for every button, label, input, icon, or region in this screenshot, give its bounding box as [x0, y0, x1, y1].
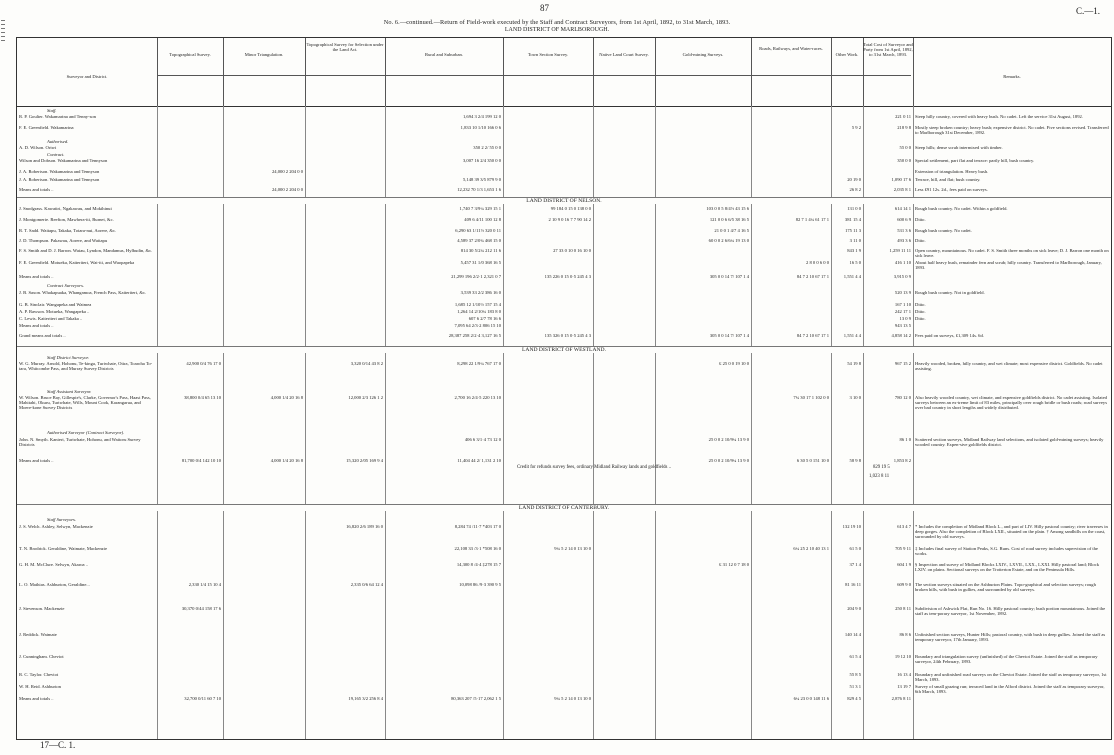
- cell-rural: 409 6 4/11 100 12 8: [464, 217, 501, 222]
- cell-town: 99 184 0 15 0 138 0 0: [550, 206, 591, 211]
- cell-town: 135 226 0 15 0·5 245 4 3: [544, 274, 591, 279]
- cell-topo: 42,900 0/4 76 17 0: [186, 361, 221, 366]
- table-row: [17, 632, 1111, 654]
- cell-name: T. N. Brodrick. Geraldine, Waimate, Mackenzie: [19, 546, 107, 551]
- header-rural-suburban: Rural and Suburban.: [385, 38, 504, 106]
- cell-remarks: Boundary and unfinished road surveys on the Cheviot Estate. Joined the staff as temporary surveyor, 1st March, 1893.: [915, 672, 1107, 683]
- section-label: [17, 283, 1111, 290]
- cell-total: 531 3 6: [897, 228, 911, 233]
- cell-total: 19 12 10: [894, 654, 911, 659]
- cell-name: W. G. Murray. Arnold, Hohonu, Te-kinga, Turiwhate, Otira, Toaroha To-tara, Whitcombe Pass, and Murray Survey Districts: [19, 361, 153, 372]
- cell-name: Means and totals ..: [19, 458, 54, 463]
- cell-remarks: About half heavy bush, remainder fern and scrub; hilly country. Transferred to Marlborough, January, 1893.: [915, 260, 1102, 271]
- cell-rural: 8,298 22 1/9¼ 767 17 0: [457, 361, 501, 366]
- cell-name: Wilson and Dobson. Wakamarina and Tennyson: [19, 158, 108, 163]
- cell-roads: 82 7 1 4¼ 61 17 1: [795, 217, 829, 222]
- table-row: [17, 323, 1111, 333]
- cell-remarks: Rough bush country. No cadet. Within a goldfield.: [915, 206, 1008, 211]
- cell-total: 613 4 7: [897, 524, 911, 529]
- cell-remarks: Extension of triangulation. Heavy bush.: [915, 169, 989, 174]
- cell-other: 37 1 4: [849, 562, 861, 567]
- cell-total: 1,259 11 11: [889, 248, 911, 253]
- cell-rural: 3,007 16 2/4 350 0 0: [462, 158, 501, 163]
- cell-topo: 2,330 1/4 15 10 4: [188, 582, 221, 587]
- cell-name: C. Lewis. Kaiteriteri and Takaka ..: [19, 316, 83, 321]
- cell-other: 61 5 4: [849, 654, 861, 659]
- cell-other: 55 8 5: [849, 672, 861, 677]
- cell-other: 51 3 1: [849, 684, 861, 689]
- cell-other: 131 0 0: [847, 206, 861, 211]
- cell-total: 221 0 11: [895, 114, 911, 119]
- table-row: [17, 458, 1111, 465]
- cell-rural: 1,694 3 2/4 199 12 0: [462, 114, 501, 119]
- header-topo-selection: Topographical Survey for Selection under the Land Act.: [305, 38, 386, 106]
- cell-remarks: Ditto.: [915, 309, 926, 314]
- cell-topo-sel: 3,320 0/14 43 8 2: [350, 361, 383, 366]
- cell-topo-sel: 16,820 2/6 189 16 0: [346, 524, 383, 529]
- cell-roads: 6¼ 23 0 0 148 11 6: [793, 696, 829, 701]
- cell-rural: 1,740 7 3/9¼ 329 15 1: [459, 206, 501, 211]
- district-heading: LAND DISTRICT OF WESTLAND.: [17, 347, 1111, 353]
- cell-topo-sel: 15,320 2/05 169 9 4: [346, 458, 383, 463]
- cell-gold: 305 0 0 14 7/ 107 1 4: [709, 333, 749, 338]
- table-row: [17, 309, 1111, 316]
- table-row: [17, 654, 1111, 672]
- cell-rural: 7,095 64 2/3·2 806 15 10: [454, 323, 501, 328]
- cell-total: 218 9 8: [897, 125, 911, 130]
- cell-other: 5 9 2: [851, 125, 861, 130]
- table-row: [17, 114, 1111, 125]
- cell-total: 600 6 9: [897, 217, 911, 222]
- cell-total: 1,090 17 6: [891, 177, 911, 182]
- cell-sec: Contract Surveyors.: [47, 283, 85, 288]
- table-body: [17, 106, 1111, 739]
- cell-total: 943 13 5: [894, 323, 911, 328]
- cell-name: Means and totals ..: [19, 274, 54, 279]
- cell-remarks: Also heavily wooded country, wet climate, and expensive goldfields district. No cadet assisting. Isolated surveys between an ex-treme limit of 83 miles, principally over rough bridle or bush roads; road surveys over bad country in short lengths and widely distributed.: [915, 395, 1107, 411]
- cell-total: 604 1 9: [897, 562, 911, 567]
- cell-remarks: Subdivision of Ashwick Flat, Run No. 16. Hilly pastoral country; bush portion mountainous. Joined the staff as tem-porary surveyor, 1st November, 1892.: [915, 606, 1106, 617]
- cell-total: 13 0 9: [899, 316, 911, 321]
- cell-topo: 30,370 0/44 158 17 6: [181, 606, 221, 611]
- cell-remarks: Ditto.: [915, 217, 926, 222]
- cell-rural: 22,108 33 /3·1 *508 16 0: [454, 546, 501, 551]
- district-heading: LAND DISTRICT OF NELSON.: [17, 198, 1111, 204]
- cell-remarks: § Inspection and survey of Midland Blocks LXIV., LXVII., LXX., LXXI. Hilly pastoral land; Block LXIV. on plains. Sectional surveys on the Trotterton Estate, and on the Peninsula Hills.: [915, 562, 1100, 573]
- cell-topo-sel: 19,165 3/2 256 8 4: [348, 696, 383, 701]
- cell-total: 242 17 1: [894, 309, 911, 314]
- credit-refunds-label: Credit for refunds survey fees, ordinary Midland Railway lands and goldfields ..: [517, 465, 671, 470]
- table-row: [17, 206, 1111, 217]
- table-row: [17, 260, 1111, 274]
- cell-name: W. Wilson. Bruce Bay, Gillespie's, Clarke, Governor's Pass, Haast Pass, Mahitahi, Okuru, Turiwhate, Wills, Mount Cook, Karangarua, and Moere-kone Survey Districts: [19, 395, 151, 411]
- field-work-table: [16, 37, 1112, 740]
- cell-remarks: Fees paid on surveys, £1,309 14s. 6d.: [915, 333, 984, 338]
- header-roads-railways: Roads, Railways, and Water-races.: [751, 38, 832, 106]
- table-row: [17, 238, 1111, 248]
- table-row: [17, 582, 1111, 606]
- table-row: [17, 145, 1111, 152]
- cell-gold: £ 31 12 0 7 18 0: [719, 562, 749, 567]
- cell-sec: Staff Assistant Surveyor.: [47, 389, 92, 394]
- cell-minor: 24,000 2 204 0 0: [271, 187, 303, 192]
- row-rule: [17, 346, 1111, 347]
- cell-name: Means and totals ..: [19, 696, 54, 701]
- cell-name: G. H. M. McClure. Selwyn, Akaroa ..: [19, 562, 89, 567]
- cell-remarks: Rough bush country. Not in goldfield.: [915, 290, 985, 295]
- cell-roads: 7¾ 30 17 1 102 0 0: [793, 395, 829, 400]
- table-row: [17, 316, 1111, 323]
- cell-other: 204 9 0: [847, 606, 861, 611]
- cell-total: 167 1 10: [894, 302, 911, 307]
- row-rule: [17, 197, 1111, 198]
- cell-rural: 1,264 14 2/10¼ 183 8 0: [457, 309, 501, 314]
- cell-gold: £ 25 0 0 19 10 0: [719, 361, 749, 366]
- header-topographical: Topographical Survey.: [157, 38, 224, 106]
- cell-other: 58 9 8: [849, 458, 861, 463]
- cell-rural: 814 30 5/2¼ 212 11 6: [460, 248, 501, 253]
- cell-other: 3 10 0: [849, 395, 861, 400]
- cell-remarks: Boundary and triangulation survey (unfinished) of the Cheviot Estate. Joined the staff as temporary surveyor, 24th February, 1893.: [915, 654, 1098, 665]
- cell-name: J. S. Welch. Ashley, Selwyn, Mackenzie: [19, 524, 93, 529]
- cell-rural: 10,098 86 /9·3 390 9 5: [459, 582, 501, 587]
- cell-total: 416 1 10: [894, 260, 911, 265]
- table-row: [17, 562, 1111, 582]
- table-row: [17, 228, 1111, 238]
- cell-total: 2,876 8 11: [891, 696, 911, 701]
- cell-remarks: Scattered section surveys, Midland Railway land selections, and isolated gold-mining surveys; heavily wooded country. Expen-sive goldfields district.: [915, 437, 1104, 448]
- table-row: [17, 274, 1111, 283]
- cell-sec: Authorised Surveyor (Contract Surveyor).: [47, 430, 125, 435]
- cell-town: 2 10 9 0 16 7 7 90 14 2: [548, 217, 591, 222]
- cell-total: 86 1 0: [899, 437, 911, 442]
- cell-name: Means and totals ..: [19, 323, 54, 328]
- cell-remarks: Ditto.: [915, 302, 926, 307]
- cell-rural: 80,363 207 /5·17 2,062 1 5: [451, 696, 501, 701]
- table-row: [17, 187, 1111, 194]
- cell-town: 27 33 0 10 0 16 10 0: [553, 248, 591, 253]
- cell-topo: 81,700 0/4 142 10 10: [181, 458, 221, 463]
- table-row: [17, 248, 1111, 260]
- document-reference: C.—1.: [1075, 6, 1100, 16]
- cell-total: 3,915 0 9: [893, 274, 911, 279]
- cell-remarks: Ditto.: [915, 316, 926, 321]
- cell-sec: Staff Surveyors.: [47, 517, 77, 522]
- cell-topo: 32,700 0/11 60 7 10: [184, 696, 221, 701]
- cell-rural: 4,589 37 2/0¾ 468 15 0: [457, 238, 501, 243]
- cell-roads: 6 30 5 0 151 10 0: [796, 458, 829, 463]
- table-row: [17, 125, 1111, 139]
- cell-remarks: Less £91 12s. 2d., fees paid on surveys.: [915, 187, 988, 192]
- footer-reference: 17—C. 1.: [40, 740, 76, 750]
- cell-other: 829 4 5: [847, 696, 861, 701]
- cell-remarks: * Includes the completion of Midland Block L., and part of LIV. Hilly pastoral country; river traverses in deep gorges. Also the completion of Block LXII., situated on the plain. † Among sandhills on the coast, surrounded by old surveys.: [915, 524, 1108, 540]
- table-header: [17, 38, 1111, 107]
- cell-other: 3 11 0: [849, 238, 861, 243]
- cell-name: R. T. Sadd. Waitapu, Takaka, Totara-nui, Aorere, &c.: [19, 228, 117, 233]
- cell-rural: 14,300 8 /4·4 ‡278 15 7: [456, 562, 501, 567]
- cell-total: 705 9 11: [895, 546, 911, 551]
- table-row: [17, 684, 1111, 696]
- cell-remarks: Survey of small grazing run; terraced land in the Alford district. Joined the staff as temporary surveyor, 6th March, 1893.: [915, 684, 1105, 695]
- table-row: [17, 302, 1111, 309]
- cell-other: 26 8 2: [849, 187, 861, 192]
- cell-total: 780 12 0: [894, 395, 911, 400]
- cell-other: 1,551 4 4: [843, 333, 861, 338]
- cell-gold: 103 0 0 5 8/4½ 43 15 6: [706, 206, 749, 211]
- header-subcolumns: [157, 75, 911, 106]
- cell-remarks: Steep hilly country, covered with heavy bush. No cadet. Left the service 31st August, 1892.: [915, 114, 1083, 119]
- cell-gold: 305 0 0 14 7/ 107 1 4: [709, 274, 749, 279]
- page-number: 87: [540, 3, 549, 13]
- cell-gold: 25 0 0 2 10/9¼ 13 9 0: [708, 458, 749, 463]
- cell-gold: 121 0 0 6 6/5 38 16 5: [709, 217, 749, 222]
- cell-name: Means and totals ..: [19, 187, 54, 192]
- header-other-work: Other Work.: [831, 38, 864, 106]
- cell-remarks: Terrace, hill, and flat; bush country.: [915, 177, 981, 182]
- cell-rural: 350 2 2/ 55 0 0: [473, 145, 501, 150]
- cell-total: 86 8 6: [899, 632, 911, 637]
- cell-other: 175 11 3: [845, 228, 861, 233]
- cell-name: R. C. Taylor. Cheviot: [19, 672, 59, 677]
- cell-other: 140 14 4: [844, 632, 861, 637]
- cell-rural: 12,232 70 1/3 1,653 1 6: [457, 187, 501, 192]
- table-row: [17, 437, 1111, 458]
- cell-name: A. P. Rawson. Motueka, Wangapeka ..: [19, 309, 90, 314]
- cell-total: 967 15 2: [894, 361, 911, 366]
- district-heading: LAND DISTRICT OF CANTERBURY.: [17, 505, 1111, 511]
- cell-sec: Contract.: [47, 152, 65, 157]
- cell-total: 1,853 8 2: [893, 458, 911, 463]
- row-rule: [17, 504, 1111, 505]
- cell-sec: Authorised.: [47, 139, 69, 144]
- header-minor-triangulation: Minor Triangulation.: [223, 38, 306, 106]
- cell-name: J. Snodgrass. Kawatiri, Ngakawau, and Mokihinui: [19, 206, 112, 211]
- cell-rural: 3,539 33 2/2 386 16 0: [460, 290, 501, 295]
- cell-other: 20 19 0: [847, 177, 861, 182]
- cell-name: Grand means and totals ..: [19, 333, 66, 338]
- section-label: [17, 517, 1111, 524]
- cell-topo: 38,800 0/4 65 13 10: [184, 395, 221, 400]
- header-native-land-court: Native Land Court Survey.: [593, 38, 656, 106]
- cell-name: J. Stevenson. Mackenzie: [19, 606, 65, 611]
- cell-remarks: Steep hills; dense scrub intermixed with timber.: [915, 145, 1003, 150]
- cell-roads: 6¼ 25 2 10 40 13 1: [793, 546, 829, 551]
- cell-total: 250 8 11: [895, 606, 911, 611]
- cell-name: R. P. Goulter. Wakamarina and Tenny-son: [19, 114, 96, 119]
- cell-gold: 25 0 0 2 10/9¼ 13 9 0: [708, 437, 749, 442]
- cell-remarks: Mostly steep broken country; heavy bush; expensive district. No cadet. Five sections revised. Transferred to Marlborough 31st December, 1892.: [915, 125, 1109, 136]
- cell-total: 55 0 0: [899, 145, 911, 150]
- cell-remarks: Rough bush country. No cadet.: [915, 228, 972, 233]
- cell-minor: 4,000 1/4 20 16 8: [270, 458, 303, 463]
- cell-total: 493 3 6: [897, 238, 911, 243]
- cell-town: 9¼ 5 2 14 0 13 10 0: [554, 696, 591, 701]
- cell-rural: 6,290 63 1/11½ 320 0 11: [455, 228, 501, 233]
- cell-total: 2,035 8 1: [893, 187, 911, 192]
- cell-roads: 84 7 2 10 67 17 1: [796, 333, 829, 338]
- cell-other: 132 19 10: [842, 524, 861, 529]
- header-town-section: Town Section Survey.: [503, 38, 594, 106]
- cell-sec: Staff.: [47, 108, 57, 113]
- cell-name: G. B. Sinclair. Wangapeka and Waimea: [19, 302, 92, 307]
- cell-total: 13 19 7: [897, 684, 911, 689]
- cell-minor: 24,000 2 204 0 0: [271, 169, 303, 174]
- table-row: [17, 395, 1111, 430]
- cell-town: 135 326 0 15 0·5 245 4 3: [544, 333, 591, 338]
- cell-rural: 607 6 2/7 78 16 6: [468, 316, 501, 321]
- cell-total: 4,858 14 2: [891, 333, 911, 338]
- cell-name: F. E. Greenfield. Wakamarina: [19, 125, 74, 130]
- cell-gold: 21 0 0 1 4/7 4 16 5: [714, 228, 749, 233]
- table-row: [17, 290, 1111, 302]
- cell-remarks: The section surveys situated on the Ashburton Plains. Topo-graphical and selection surveys; rough broken hills, with bush in gullies, and surrounded by old surveys.: [915, 582, 1096, 593]
- cell-other: 61 5 0: [849, 546, 861, 551]
- cell-minor: 4,000 1/4 20 16 8: [270, 395, 303, 400]
- cell-topo-sel: 12,000 2/3 126 1 2: [348, 395, 383, 400]
- table-row: [17, 177, 1111, 187]
- cell-rural: 8,284 74 /11·7 *403 17 0: [454, 524, 501, 529]
- cell-remarks: ‡ Includes final survey of Station Peaks, S.G. Runs. Cost of road survey includes supervision of the works.: [915, 546, 1098, 557]
- table-row: [17, 361, 1111, 389]
- cell-rural: 1,833 10 1/10 166 0 6: [460, 125, 501, 130]
- table-row: [17, 217, 1111, 228]
- cell-total: 350 0 0: [897, 158, 911, 163]
- cell-name: J. A. Robertson. Wakamarina and Tennyson: [19, 169, 100, 174]
- cell-rural: 406 6 3/1·4 73 12 0: [464, 437, 501, 442]
- cell-remarks: Unfinished section surveys, Hunter Hills; pastoral country, with bush in deep gullies. Joined the staff as temporary surveyor, 17th January, 1893.: [915, 632, 1106, 643]
- cell-name: J. A. Robertson. Wakamarina and Tennyson: [19, 177, 100, 182]
- cell-name: J. B. Saxon. Whakapuaka, Whangamoa, French Pass, Kaiteriteri, &c.: [19, 290, 147, 295]
- cell-name: F. S. Smith and D. J. Barron. Waiau, Lyndon, Mandamus, Hylbudin, &c.: [19, 248, 153, 253]
- cell-name: J. D. Thompson. Pakawau, Aorere, and Waitapu: [19, 238, 108, 243]
- header-remarks: Remarks.: [1003, 74, 1021, 79]
- return-title: No. 6.—continued.—Return of Field-work executed by the Staff and Contract Surveyors, from 1st April, 1892, to 31st March, 1893.: [383, 19, 731, 26]
- cell-name: F. E. Greenfield. Motueka, Kaiteriteri, Wai-iti, and Waopapeka: [19, 260, 135, 265]
- cell-name: J. Cunningham. Cheviot: [19, 654, 64, 659]
- cell-other: 16 5 0: [849, 260, 861, 265]
- table-row: [17, 158, 1111, 169]
- header-total-cost: Total Cost of Surveyor and Party from 1st April, 1892, to 31st March, 1893.: [863, 38, 914, 106]
- cell-total: 520 13 9: [894, 290, 911, 295]
- cell-roads: 84 7 2 10 67 17 1: [796, 274, 829, 279]
- credit-refunds-value: 829 19 5: [873, 465, 890, 470]
- cell-other: 1,551 4 4: [843, 274, 861, 279]
- cell-name: W. H. Reid. Ashburton: [19, 684, 61, 689]
- cell-remarks: Open country, mountainous. No cadet. F. S. Smith three months on sick leave; D. J. Barron one month on sick leave.: [915, 248, 1109, 259]
- cell-rural: 5,148 39 3/5 879 9 0: [462, 177, 501, 182]
- cell-total: 609 9 0: [897, 582, 911, 587]
- table-row: [17, 169, 1111, 177]
- cell-name: J. Reddick. Waimate: [19, 632, 57, 637]
- cell-other: 843 1 9: [847, 248, 861, 253]
- cell-remarks: Special settlement, part flat and terrace: partly hill, bush country.: [915, 158, 1035, 163]
- cell-rural: 28,387 258 2/2·4 3,127 16 5: [448, 333, 501, 338]
- cell-rural: 21,299 196 2/2·1 2,321 0 7: [451, 274, 501, 279]
- cell-gold: 60 0 0 2 6/6¼ 19 13 0: [708, 238, 749, 243]
- cell-sec: Staff District Surveyor.: [47, 355, 89, 360]
- cell-roads: 2 8 0 0 6 0 0: [806, 260, 829, 265]
- cell-other: 381 15 4: [844, 217, 861, 222]
- cell-town: 9¼ 5 2 14 0 13 10 0: [554, 546, 591, 551]
- table-row: [17, 546, 1111, 562]
- cell-name: John. N. Smyth. Kanieri, Turiwhate, Hohonu, and Waitoru Survey Districts: [19, 437, 141, 448]
- cell-name: J. Montgomerie. Reefton, Mawhera-iti, Burnet, &c.: [19, 217, 114, 222]
- table-row: [17, 672, 1111, 684]
- table-row: [17, 524, 1111, 546]
- district-heading-marlborough: LAND DISTRICT OF MARLBOROUGH.: [504, 27, 610, 33]
- cell-rural: 1,685 12 1/10½ 157 15 4: [454, 302, 501, 307]
- section-label: [17, 430, 1111, 437]
- cell-topo-sel: 2,335 0/6 64 12 4: [350, 582, 383, 587]
- cell-name: L. O. Mathias. Ashburton, Geraldine...: [19, 582, 90, 587]
- header-gold-mining: Gold-mining Surveys.: [655, 38, 752, 106]
- cell-other: 81 16 11: [845, 582, 861, 587]
- header-surveyor: Surveyor and District.: [17, 38, 158, 106]
- table-row: [17, 606, 1111, 632]
- cell-name: A. D. Wilson. Oriwi: [19, 145, 57, 150]
- cell-other: 54 19 8: [847, 361, 861, 366]
- cell-total: 614 14 1: [894, 206, 911, 211]
- table-row: [17, 333, 1111, 343]
- cell-remarks: Heavily wooded, broken, hilly country, and wet climate; most expensive district. Goldfields. No cadet assisting.: [915, 361, 1103, 372]
- cell-remarks: Ditto.: [915, 238, 926, 243]
- cell-rural: 2,700 16 2/4·5 220 13 10: [454, 395, 501, 400]
- cell-rural: 11,404 44 2/ 1,131 2 10: [457, 458, 501, 463]
- cell-rural: 5,457 31 1/0 368 16 5: [460, 260, 501, 265]
- westland-net-total: 1,023 8 11: [869, 474, 890, 479]
- cell-total: 16 13 4: [897, 672, 911, 677]
- table-row: [17, 696, 1111, 706]
